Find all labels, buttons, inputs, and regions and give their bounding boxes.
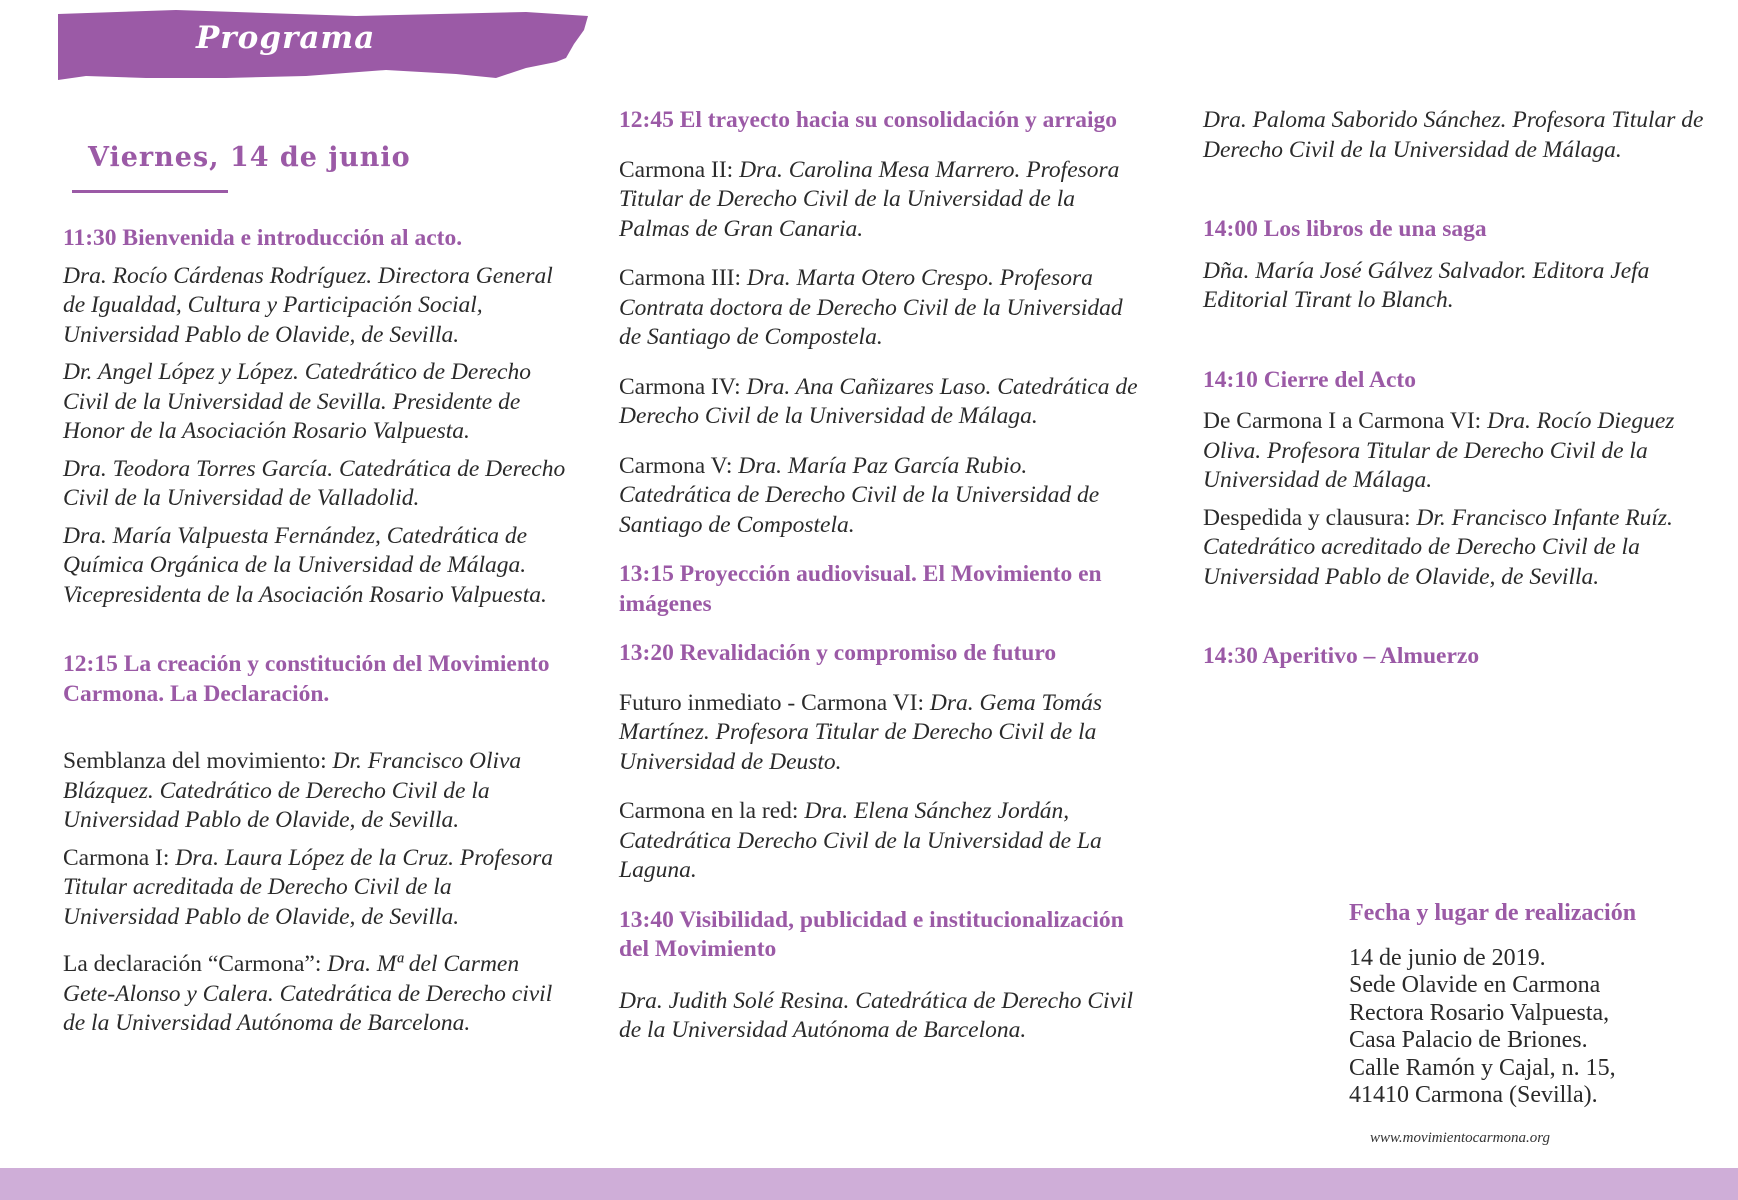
speaker-entry (619, 987, 1139, 1046)
session-heading: 13:15 Proyección audiovisual. El Movimiento en imágenes (619, 561, 1102, 617)
speaker-entry (619, 156, 1139, 245)
speaker-role: Carmona II: (619, 156, 740, 183)
speaker-role: Carmona III: (619, 265, 747, 291)
speaker-entry (619, 264, 1139, 353)
speaker-details: Dra. Rocío Cárdenas Rodríguez. Directora General de Igualdad, Cultura y Participación Social, Universidad Pablo de Olavide, de Sevilla. (63, 262, 553, 348)
session-heading: 12:15 La creación y constitución del Movimiento Carmona. La Declaración. (63, 651, 550, 707)
speaker-details: Dra. Paloma Saborido Sánchez. Profesora Titular de Derecho Civil de la Universidad de Málaga. (1203, 107, 1704, 163)
session-heading: 14:00 Los libros de una saga (1203, 216, 1487, 242)
speaker-role: Carmona V: (619, 452, 739, 479)
date-underline (72, 190, 228, 193)
speaker-details: Dr. Angel López y López. Catedrático de Derecho Civil de la Universidad de Sevilla. Presidente de Honor de la Asociación Rosario Valpuesta. (63, 359, 531, 444)
speaker-entry (619, 373, 1139, 432)
date-heading: Viernes, 14 de junio (88, 142, 411, 173)
venue-line: 14 de junio de 2019. (1349, 944, 1546, 971)
speaker-details: Dr. Francisco Oliva Blázquez. Catedrático de Derecho Civil de la Universidad Pablo de Olavide, de Sevilla. (63, 748, 522, 833)
venue-line: Rectora Rosario Valpuesta, (1349, 999, 1610, 1026)
session-heading: 12:45 El trayecto hacia su consolidación y arraigo (619, 107, 1118, 133)
speaker-details: Dra. María Valpuesta Fernández, Catedrática de Química Orgánica de la Universidad de Málaga. Vicepresidenta de la Asociación Rosario Valpuesta. (63, 522, 547, 608)
speaker-entry (1203, 407, 1713, 496)
speaker-role: Carmona IV: (619, 373, 747, 400)
venue-block (1349, 900, 1709, 1110)
speaker-details: Dra. Ana Cañizares Laso. Catedrática de Derecho Civil de la Universidad de Málaga. (619, 373, 1138, 429)
speaker-entry (63, 262, 573, 351)
speaker-details: Dra. Mª del Carmen Gete-Alonso y Calera. Catedrática de Derecho civil de la Universidad Autónoma de Barcelona. (63, 951, 553, 1036)
speaker-role: Semblanza del movimiento: (63, 748, 333, 774)
speaker-role: Despedida y clausura: (1203, 504, 1417, 531)
speaker-details: Dra. María Paz García Rubio. Catedrática de Derecho Civil de la Universidad de Santiago de Compostela. (619, 452, 1100, 538)
page-title: Programa (196, 20, 376, 56)
speaker-entry (619, 797, 1139, 886)
speaker-entry (63, 455, 573, 514)
speaker-entry (63, 747, 573, 836)
speaker-details: Dra. Elena Sánchez Jordán, Catedrática Derecho Civil de la Universidad de La Laguna. (619, 798, 1102, 883)
program-banner (56, 8, 590, 82)
program-column-3 (1203, 106, 1713, 672)
venue-line: Sede Olavide en Carmona (1349, 972, 1601, 998)
speaker-entry (1203, 106, 1713, 165)
program-column-2 (619, 106, 1139, 1046)
speaker-role: Futuro inmediato - Carmona VI: (619, 689, 930, 716)
speaker-entry (63, 950, 573, 1039)
speaker-details: Dña. María José Gálvez Salvador. Editora Jefa Editorial Tirant lo Blanch. (1203, 257, 1650, 313)
speaker-details: Dra. Teodora Torres García. Catedrática de Derecho Civil de la Universidad de Valladolid. (63, 455, 566, 511)
speaker-role: La declaración “Carmona”: (63, 951, 328, 977)
speaker-details: Dra. Gema Tomás Martínez. Profesora Titular de Derecho Civil de la Universidad de Deusto. (619, 689, 1103, 775)
website-link[interactable]: www.movimientocarmona.org (1370, 1130, 1550, 1146)
program-column-1 (63, 224, 573, 1039)
speaker-entry (619, 689, 1139, 778)
speaker-entry (63, 522, 573, 611)
speaker-entry (1203, 504, 1713, 593)
session-heading: 13:40 Visibilidad, publicidad e institucionalización del Movimiento (619, 906, 1124, 962)
session-heading: 14:10 Cierre del Acto (1203, 366, 1416, 393)
session-heading: 13:20 Revalidación y compromiso de futuro (619, 640, 1057, 666)
speaker-details: Dra. Marta Otero Crespo. Profesora Contrata doctora de Derecho Civil de la Universidad de Santiago de Compostela. (619, 265, 1123, 350)
footer-band (0, 1168, 1738, 1200)
venue-line: Casa Palacio de Briones. (1349, 1027, 1588, 1053)
venue-line: Calle Ramón y Cajal, n. 15, (1349, 1054, 1616, 1081)
speaker-details: Dra. Judith Solé Resina. Catedrática de Derecho Civil de la Universidad Autónoma de Barcelona. (619, 987, 1134, 1043)
session-heading: 11:30 Bienvenida e introducción al acto. (63, 225, 463, 251)
session-heading: 14:30 Aperitivo – Almuerzo (1203, 643, 1480, 669)
speaker-details: Dr. Francisco Infante Ruíz. Catedrático acreditado de Derecho Civil de la Universidad Pablo de Olavide, de Sevilla. (1203, 504, 1673, 590)
speaker-entry (1203, 257, 1713, 316)
speaker-role: Carmona en la red: (619, 798, 805, 824)
speaker-role: Carmona I: (63, 844, 176, 871)
speaker-entry (619, 452, 1139, 541)
venue-title: Fecha y lugar de realización (1349, 900, 1637, 926)
speaker-details: Dra. Rocío Dieguez Oliva. Profesora Titular de Derecho Civil de la Universidad de Málaga. (1203, 408, 1675, 493)
venue-line: 41410 Carmona (Sevilla). (1349, 1082, 1598, 1108)
speaker-role: De Carmona I a Carmona VI: (1203, 408, 1488, 434)
speaker-entry (63, 358, 573, 447)
speaker-details: Dra. Carolina Mesa Marrero. Profesora Titular de Derecho Civil de la Universidad de la Palmas de Gran Canaria. (619, 156, 1120, 242)
speaker-entry (63, 844, 573, 933)
speaker-details: Dra. Laura López de la Cruz. Profesora Titular acreditada de Derecho Civil de la Universidad Pablo de Olavide, de Sevilla. (63, 844, 554, 930)
